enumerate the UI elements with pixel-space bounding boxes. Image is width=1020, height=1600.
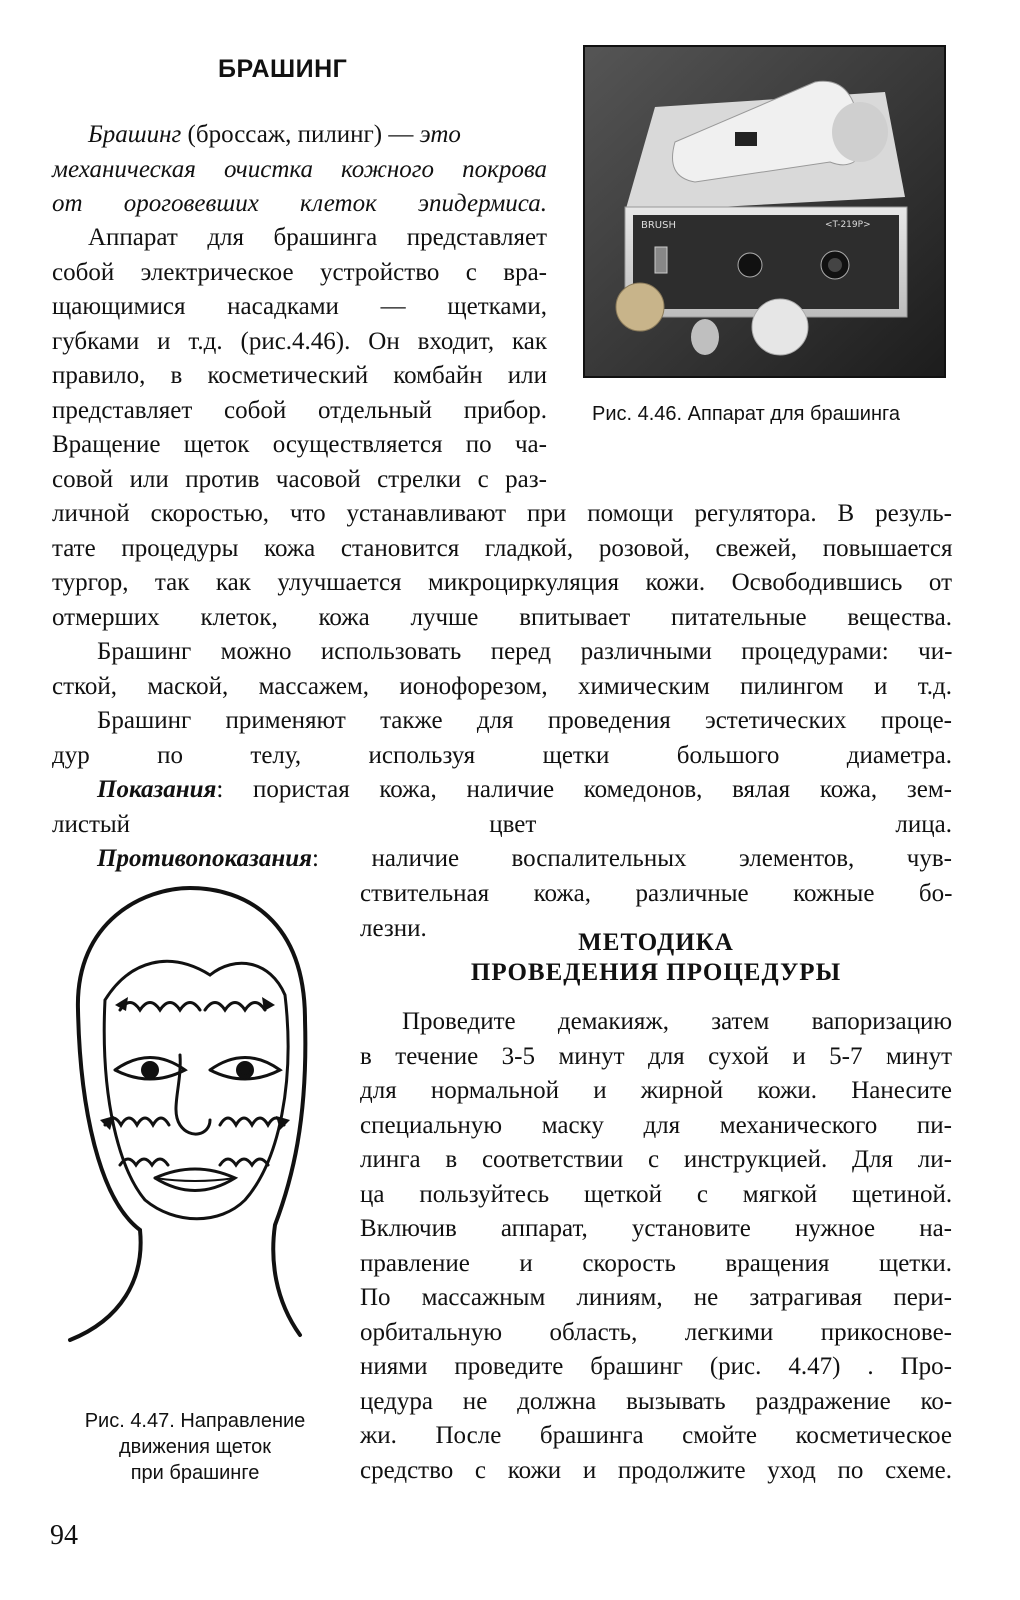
paragraph-1-wide [52, 497, 952, 635]
device-label-model: <T-219P> [825, 220, 871, 230]
section-title: БРАШИНГ [218, 55, 348, 83]
p3-line: Брашинг применяют также для проведения эстетических проце- [97, 707, 952, 734]
method-line: ца пользуйтесь щеткой с мягкой щетиной. [360, 1180, 953, 1208]
p1-line: Аппарат для брашинга представляет [88, 224, 547, 251]
figure-4-46-caption: Рис. 4.46. Аппарат для брашинга [592, 403, 900, 425]
method-line: линга в соответствии с инструкцией. Для ли- [360, 1146, 952, 1173]
p1-line: совой или против часовой стрелки с раз- [52, 465, 547, 493]
indications [52, 773, 952, 842]
p1-line: правило, в косметический комбайн или [52, 362, 547, 389]
fig2-caption-line: движения щеток [118, 1436, 272, 1458]
brow-spiral-right [205, 1003, 265, 1011]
method-line: Проведите демакияж, затем вапоризацию [402, 1008, 952, 1035]
method-line: жи. После брашинга смойте косметическое [360, 1422, 952, 1449]
intro-def-3: от ороговевших клеток эпидермиса. [52, 190, 547, 217]
page-number: 94 [50, 1520, 78, 1551]
intro-def-2: механическая очистка кожного покрова [52, 155, 547, 183]
method-heading [360, 928, 952, 988]
method-line: цедура не должна вызывать раздражение ко- [360, 1387, 953, 1415]
cheek-spiral-right [220, 1118, 284, 1125]
method-line: в течение 3-5 минут для сухой и 5-7 минут [360, 1042, 952, 1070]
p1-line: тате процедуры кожа становится гладкой, розовой, свежей, повышается [52, 534, 953, 562]
intro-paren: (броссаж, пилинг) — [181, 121, 420, 148]
face-diagram [60, 880, 330, 1350]
device-label-brush: BRUSH [641, 220, 676, 231]
method-text [360, 1005, 952, 1488]
p1-line: личной скоростью, что устанавливают при помощи регулятора. В резуль- [52, 500, 952, 527]
contra-text-3: лезни. [360, 914, 427, 942]
chin-spiral-left [120, 1159, 168, 1165]
p1-line: Вращение щеток осуществляется по ча- [52, 431, 547, 458]
method-heading-line-1: МЕТОДИКА [578, 929, 734, 956]
p1-line: тургор, так как улучшается микроциркуляция кожи. Освободившись от [52, 569, 952, 596]
fig2-caption-line: Рис. 4.47. Направление [84, 1410, 306, 1432]
contra-label: Противопоказания [97, 845, 313, 872]
p1-line: отмерших клеток, кожа лучше впитывает питательные вещества. [52, 603, 952, 631]
method-line: правление и скорость вращения щетки. [360, 1249, 952, 1277]
method-line: специальную маску для механического пи- [360, 1111, 952, 1139]
method-line: орбитальную область, легкими прикоснове- [360, 1318, 952, 1346]
nose [176, 1055, 210, 1134]
brow-spiral-left [120, 1003, 200, 1011]
paragraph-3 [52, 704, 952, 773]
figure-4-47-caption [60, 1408, 330, 1486]
intro-definition [52, 118, 547, 222]
method-heading-line-2: ПРОВЕДЕНИЯ ПРОЦЕДУРЫ [470, 959, 842, 986]
p2-line: Брашинг можно использовать перед различными процедурами: чи- [97, 638, 953, 665]
p3-line: дур по телу, используя щетки большого диаметра. [52, 741, 952, 769]
indications-label: Показания [97, 776, 217, 803]
indications-text-1: : пористая кожа, наличие комедонов, вялая кожа, зем- [216, 776, 952, 803]
contra-text-2: ствительная кожа, различные кожные бо- [360, 880, 953, 907]
intro-def-1: это [419, 121, 461, 148]
paragraph-1-narrow [52, 221, 547, 497]
fig2-caption-line: при брашинге [130, 1462, 260, 1484]
method-line: Включив аппарат, установите нужное на- [360, 1215, 952, 1242]
method-line: По массажным линиям, не затрагивая пери- [360, 1284, 952, 1311]
p1-line: представляет собой отдельный прибор. [52, 396, 547, 424]
chin-spiral-right [220, 1159, 268, 1165]
intro-term: Брашинг [88, 121, 182, 148]
p2-line: сткой, маской, массажем, ионофорезом, химическим пилингом и т.д. [52, 672, 952, 700]
method-line: ниями проведите брашинг (рис. 4.47) . Про- [360, 1353, 952, 1380]
p1-line: губками и т.д. (рис.4.46). Он входит, как [52, 327, 547, 355]
paragraph-2 [52, 635, 952, 704]
brushing-device-photo [583, 45, 946, 378]
contraindications [52, 842, 952, 877]
method-line: средство с кожи и продолжите уход по схеме. [360, 1456, 952, 1484]
device-illustration [585, 47, 946, 378]
method-line: для нормальной и жирной кожи. Нанесите [360, 1077, 952, 1104]
indications-text-2: листый цвет лица. [52, 810, 952, 838]
contra-text-1: : наличие воспалительных элементов, чув- [312, 845, 952, 872]
p1-line: щающимися насадками — щетками, [52, 293, 547, 320]
p1-line: собой электрическое устройство с вра- [52, 258, 547, 286]
